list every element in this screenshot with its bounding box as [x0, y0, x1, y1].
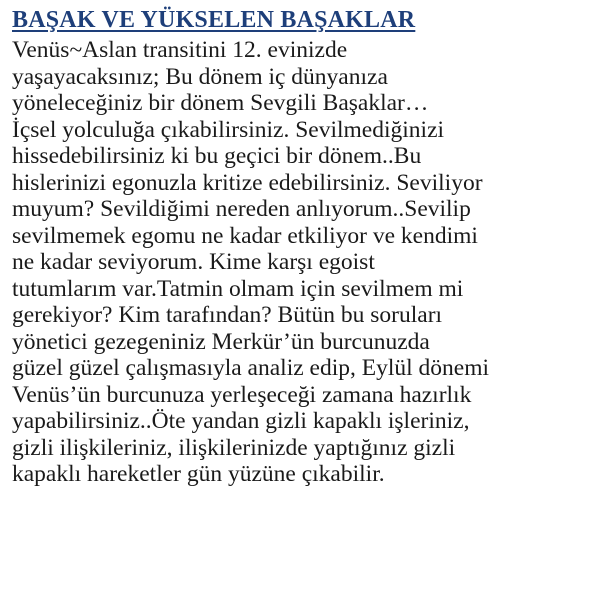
body-line: tutumlarım var.Tatmin olmam için sevilmem mi — [12, 275, 464, 302]
body-line: gizli ilişkileriniz, ilişkilerinizde yaptığınız gizli — [12, 434, 456, 461]
body-line: yönetici gezegeniniz Merkür’ün burcunuzda — [12, 328, 430, 355]
body-line: hissedebilirsiniz ki bu geçici bir dönem..Bu — [12, 143, 422, 169]
body-line: yapabilirsiniz..Öte yandan gizli kapaklı işleriniz, — [12, 408, 470, 434]
body-line: kapaklı hareketler gün yüzüne çıkabilir. — [12, 461, 385, 487]
body-line: muyum? Sevildiğimi nereden anlıyorum..Sevilip — [12, 196, 471, 222]
body-line: ne kadar seviyorum. Kime karşı egoist — [12, 249, 375, 275]
body-line: yaşayacaksınız; Bu dönem iç dünyanıza — [12, 63, 388, 90]
article-body — [12, 37, 605, 488]
body-line: hislerinizi egonuzla kritize edebilirsiniz. Seviliyor — [12, 169, 483, 196]
body-line: gerekiyor? Kim tarafından? Bütün bu soruları — [12, 302, 443, 328]
body-line: Venüs~Aslan transitini 12. evinizde — [12, 37, 348, 63]
article-title: BAŞAK VE YÜKSELEN BAŞAKLAR — [12, 7, 416, 33]
body-line: Venüs’ün burcunuza yerleşeceği zamana hazırlık — [12, 381, 472, 408]
body-line: İçsel yolculuğa çıkabilirsiniz. Sevilmediğinizi — [12, 116, 445, 143]
body-line: yöneleceğiniz bir dönem Sevgili Başaklar… — [12, 90, 429, 116]
body-line: güzel güzel çalışmasıyla analiz edip, Eylül dönemi — [12, 355, 490, 381]
body-line: sevilmemek egomu ne kadar etkiliyor ve kendimi — [12, 222, 478, 249]
